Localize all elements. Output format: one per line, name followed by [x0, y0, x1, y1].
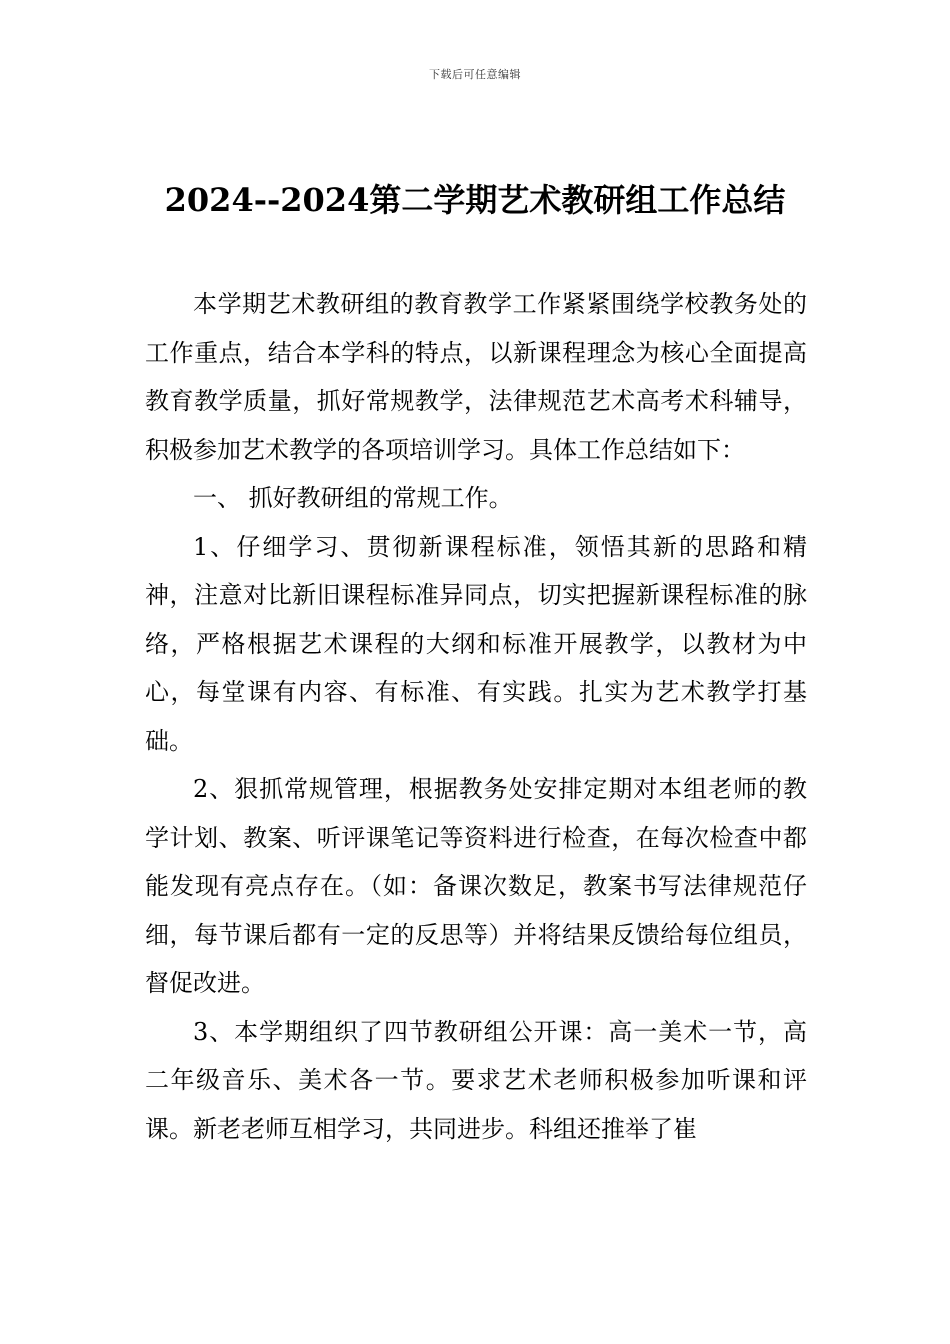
section-heading-1: 一、 抓好教研组的常规工作。: [193, 484, 513, 512]
header-note: 下载后可任意编辑: [429, 68, 521, 81]
paragraph-item-2: 2、狠抓常规管理，根据教务处安排定期对本组老师的教学计划、教案、听评课笔记等资料进行检查，在每次检查中都能发现有亮点存在。（如：备课次数足，教案书写法律规范仔细，每节课后都有一定的反思等）并将结果反馈给每位组员，督促改进。: [145, 775, 807, 997]
paragraph-item-3: 3、本学期组织了四节教研组公开课：高一美术一节，高二年级音乐、美术各一节。要求艺术老师积极参加听课和评课。新老老师互相学习，共同进步。科组还推举了崔: [145, 1017, 807, 1143]
document-title: 2024--2024第二学期艺术教研组工作总结: [164, 181, 786, 219]
paragraph-item-1: 1、仔细学习、贯彻新课程标准，领悟其新的思路和精神，注意对比新旧课程标准异同点，切实把握新课程标准的脉络，严格根据艺术课程的大纲和标准开展教学，以教材为中心，每堂课有内容、有标准、有实践。扎实为艺术教学打基础。: [145, 532, 807, 755]
paragraph-intro: 本学期艺术教研组的教育教学工作紧紧围绕学校教务处的工作重点，结合本学科的特点，以新课程理念为核心全面提高教育教学质量，抓好常规教学，法律规范艺术高考术科辅导，积极参加艺术教学的各项培训学习。具体工作总结如下：: [145, 290, 807, 464]
document-body: [145, 280, 807, 1153]
